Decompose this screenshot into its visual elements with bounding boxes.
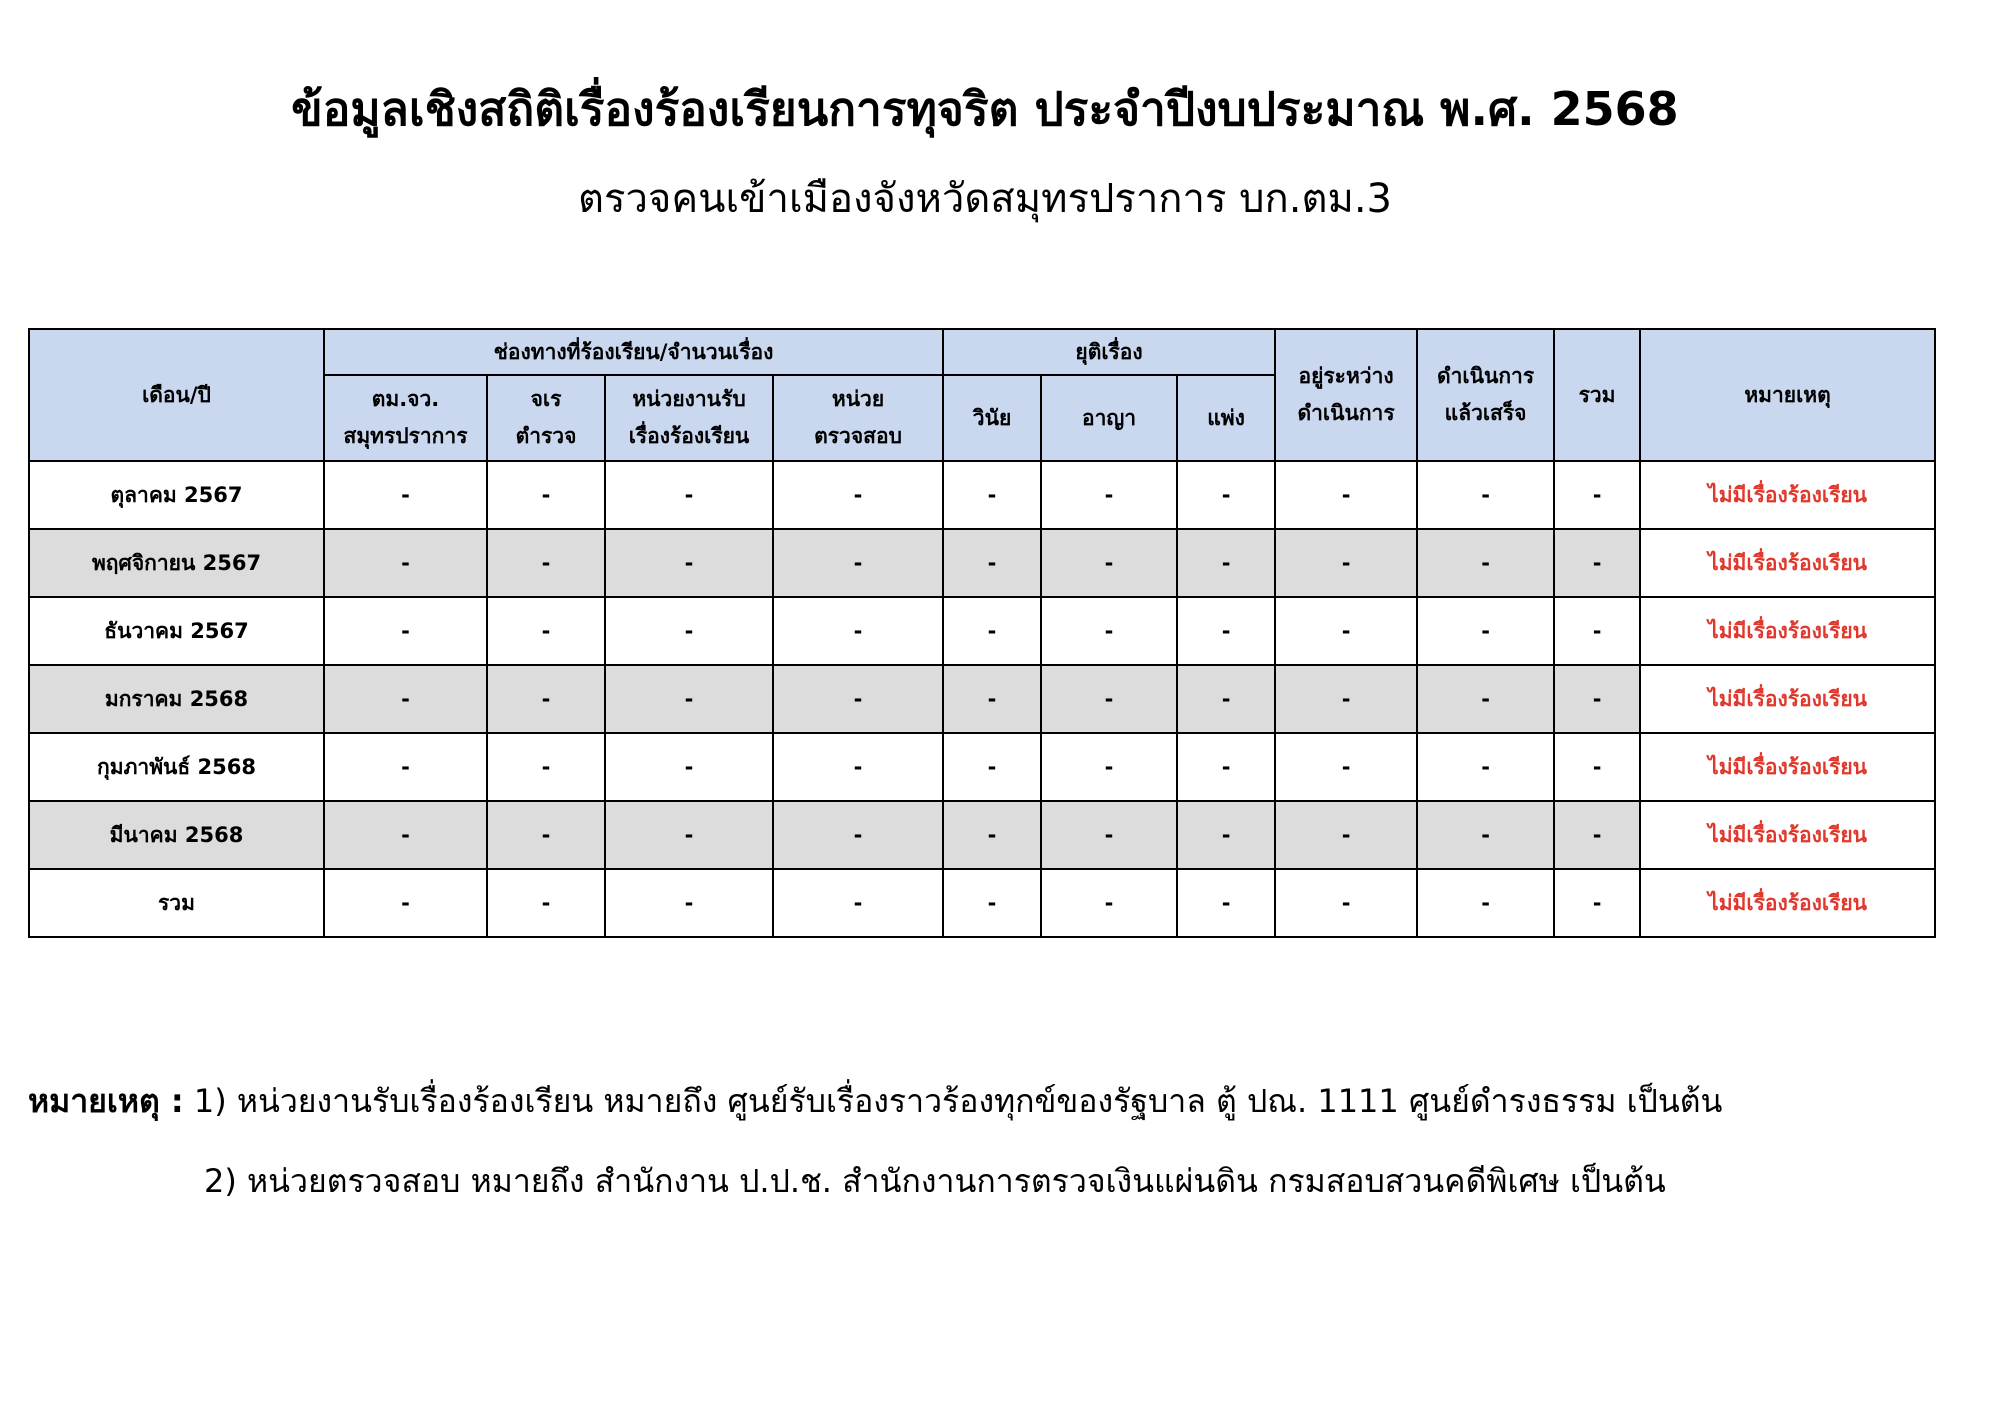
- row-value: -: [1041, 597, 1177, 665]
- table-row: [29, 461, 1935, 529]
- row-value: -: [605, 733, 773, 801]
- row-value: -: [1417, 869, 1554, 937]
- row-remark: ไม่มีเรื่องร้องเรียน: [1640, 665, 1935, 733]
- row-value: -: [1041, 869, 1177, 937]
- row-value: -: [773, 529, 943, 597]
- row-value: -: [487, 801, 605, 869]
- row-value: -: [1275, 869, 1417, 937]
- row-value: -: [773, 869, 943, 937]
- row-value: -: [943, 529, 1041, 597]
- row-value: -: [1554, 665, 1640, 733]
- row-value: -: [324, 733, 487, 801]
- row-value: -: [487, 461, 605, 529]
- row-value: -: [1554, 869, 1640, 937]
- header-in-progress-line1: อยู่ระหว่าง: [1298, 364, 1394, 389]
- row-month: ตุลาคม 2567: [29, 461, 324, 529]
- header-channel-inspector-line2: ตำรวจ: [515, 424, 577, 448]
- row-value: -: [1417, 665, 1554, 733]
- row-value: -: [1275, 461, 1417, 529]
- row-remark: ไม่มีเรื่องร้องเรียน: [1640, 869, 1935, 937]
- row-value: -: [324, 665, 487, 733]
- header-channel-audit-agency-line2: ตรวจสอบ: [814, 424, 902, 448]
- table-body: [29, 461, 1935, 937]
- table-row: [29, 665, 1935, 733]
- row-value: -: [605, 529, 773, 597]
- row-value: -: [1417, 733, 1554, 801]
- row-remark: ไม่มีเรื่องร้องเรียน: [1640, 733, 1935, 801]
- table-row: [29, 529, 1935, 597]
- row-remark: ไม่มีเรื่องร้องเรียน: [1640, 529, 1935, 597]
- table-row: [29, 733, 1935, 801]
- row-value: -: [943, 665, 1041, 733]
- row-value: -: [324, 529, 487, 597]
- row-value: -: [324, 461, 487, 529]
- row-value: -: [605, 461, 773, 529]
- header-in-progress: [1275, 329, 1417, 461]
- page-subtitle: ตรวจคนเข้าเมืองจังหวัดสมุทรปราการ บก.ตม.3: [578, 176, 1392, 222]
- footnote-line-1: [28, 1082, 1722, 1120]
- header-closed-criminal: อาญา: [1041, 375, 1177, 461]
- header-channel-audit-agency: [773, 375, 943, 461]
- row-value: -: [487, 869, 605, 937]
- row-month: มีนาคม 2568: [29, 801, 324, 869]
- row-value: -: [605, 869, 773, 937]
- row-month: รวม: [29, 869, 324, 937]
- row-value: -: [1417, 801, 1554, 869]
- header-channel-audit-agency-line1: หน่วย: [831, 387, 885, 412]
- row-value: -: [1275, 733, 1417, 801]
- header-total: รวม: [1554, 329, 1640, 461]
- row-value: -: [487, 597, 605, 665]
- table-row: [29, 801, 1935, 869]
- header-in-progress-line2: ดำเนินการ: [1297, 401, 1395, 425]
- header-completed: [1417, 329, 1554, 461]
- row-value: -: [1177, 869, 1275, 937]
- row-value: -: [605, 597, 773, 665]
- row-value: -: [1177, 665, 1275, 733]
- row-value: -: [1417, 529, 1554, 597]
- row-value: -: [1417, 461, 1554, 529]
- row-value: -: [773, 597, 943, 665]
- header-completed-line1: ดำเนินการ: [1437, 364, 1535, 389]
- header-channel-inspector: [487, 375, 605, 461]
- header-remark: หมายเหตุ: [1640, 329, 1935, 461]
- header-channel-immigration-line1: ตม.จว.: [371, 387, 440, 412]
- row-value: -: [1554, 529, 1640, 597]
- row-value: -: [324, 801, 487, 869]
- header-group-channels: ช่องทางที่ร้องเรียน/จำนวนเรื่อง: [324, 329, 943, 375]
- footnote-text-1: 1) หน่วยงานรับเรื่องร้องเรียน หมายถึง ศูนย์รับเรื่องราวร้องทุกข์ของรัฐบาล ตู้ ปณ. 1111 ศูนย์ดำรงธรรม เป็นต้น: [193, 1082, 1723, 1120]
- row-value: -: [1041, 733, 1177, 801]
- row-value: -: [1554, 733, 1640, 801]
- row-remark: ไม่มีเรื่องร้องเรียน: [1640, 597, 1935, 665]
- header-channel-inspector-line1: จเร: [530, 387, 562, 412]
- row-value: -: [1177, 461, 1275, 529]
- header-closed-civil: แพ่ง: [1177, 375, 1275, 461]
- header-channel-complaint-agency-line2: เรื่องร้องเรียน: [628, 424, 750, 448]
- header-channel-immigration: [324, 375, 487, 461]
- row-value: -: [1041, 801, 1177, 869]
- row-value: -: [605, 665, 773, 733]
- row-value: -: [1177, 733, 1275, 801]
- header-group-closed: ยุติเรื่อง: [943, 329, 1275, 375]
- row-value: -: [1177, 529, 1275, 597]
- row-value: -: [1275, 529, 1417, 597]
- table-row: [29, 597, 1935, 665]
- row-value: -: [487, 529, 605, 597]
- row-value: -: [773, 461, 943, 529]
- row-value: -: [1041, 665, 1177, 733]
- header-channel-immigration-line2: สมุทรปราการ: [343, 424, 468, 448]
- row-value: -: [1275, 801, 1417, 869]
- footnote-label: หมายเหตุ :: [28, 1082, 184, 1120]
- row-value: -: [1554, 597, 1640, 665]
- row-value: -: [1275, 665, 1417, 733]
- row-month: กุมภาพันธ์ 2568: [29, 733, 324, 801]
- header-month: เดือน/ปี: [29, 329, 324, 461]
- row-value: -: [324, 597, 487, 665]
- row-value: -: [1417, 597, 1554, 665]
- row-value: -: [1177, 801, 1275, 869]
- row-month: พฤศจิกายน 2567: [29, 529, 324, 597]
- row-value: -: [773, 733, 943, 801]
- row-value: -: [773, 801, 943, 869]
- row-value: -: [943, 801, 1041, 869]
- row-value: -: [773, 665, 943, 733]
- row-value: -: [1275, 597, 1417, 665]
- row-value: -: [1041, 461, 1177, 529]
- row-value: -: [943, 461, 1041, 529]
- footnote-text-2: 2) หน่วยตรวจสอบ หมายถึง สำนักงาน ป.ป.ช. สำนักงานการตรวจเงินแผ่นดิน กรมสอบสวนคดีพิเศษ เป็นต้น: [204, 1162, 1666, 1200]
- row-value: -: [1041, 529, 1177, 597]
- table-header: [29, 329, 1935, 461]
- header-completed-line2: แล้วเสร็จ: [1444, 401, 1527, 425]
- row-value: -: [943, 597, 1041, 665]
- row-value: -: [1177, 597, 1275, 665]
- row-value: -: [943, 869, 1041, 937]
- row-value: -: [324, 869, 487, 937]
- row-value: -: [487, 665, 605, 733]
- header-channel-complaint-agency-line1: หน่วยงานรับ: [632, 387, 746, 412]
- table-row: [29, 869, 1935, 937]
- row-value: -: [605, 801, 773, 869]
- row-value: -: [1554, 801, 1640, 869]
- page-title: ข้อมูลเชิงสถิติเรื่องร้องเรียนการทุจริต ประจำปีงบประมาณ พ.ศ. 2568: [291, 82, 1679, 136]
- row-month: มกราคม 2568: [29, 665, 324, 733]
- row-value: -: [1554, 461, 1640, 529]
- header-channel-complaint-agency: [605, 375, 773, 461]
- complaint-stats-table: [28, 328, 1936, 938]
- row-remark: ไม่มีเรื่องร้องเรียน: [1640, 801, 1935, 869]
- row-value: -: [487, 733, 605, 801]
- row-remark: ไม่มีเรื่องร้องเรียน: [1640, 461, 1935, 529]
- footnote-line-2: [204, 1162, 1666, 1200]
- row-month: ธันวาคม 2567: [29, 597, 324, 665]
- header-closed-discipline: วินัย: [943, 375, 1041, 461]
- row-value: -: [943, 733, 1041, 801]
